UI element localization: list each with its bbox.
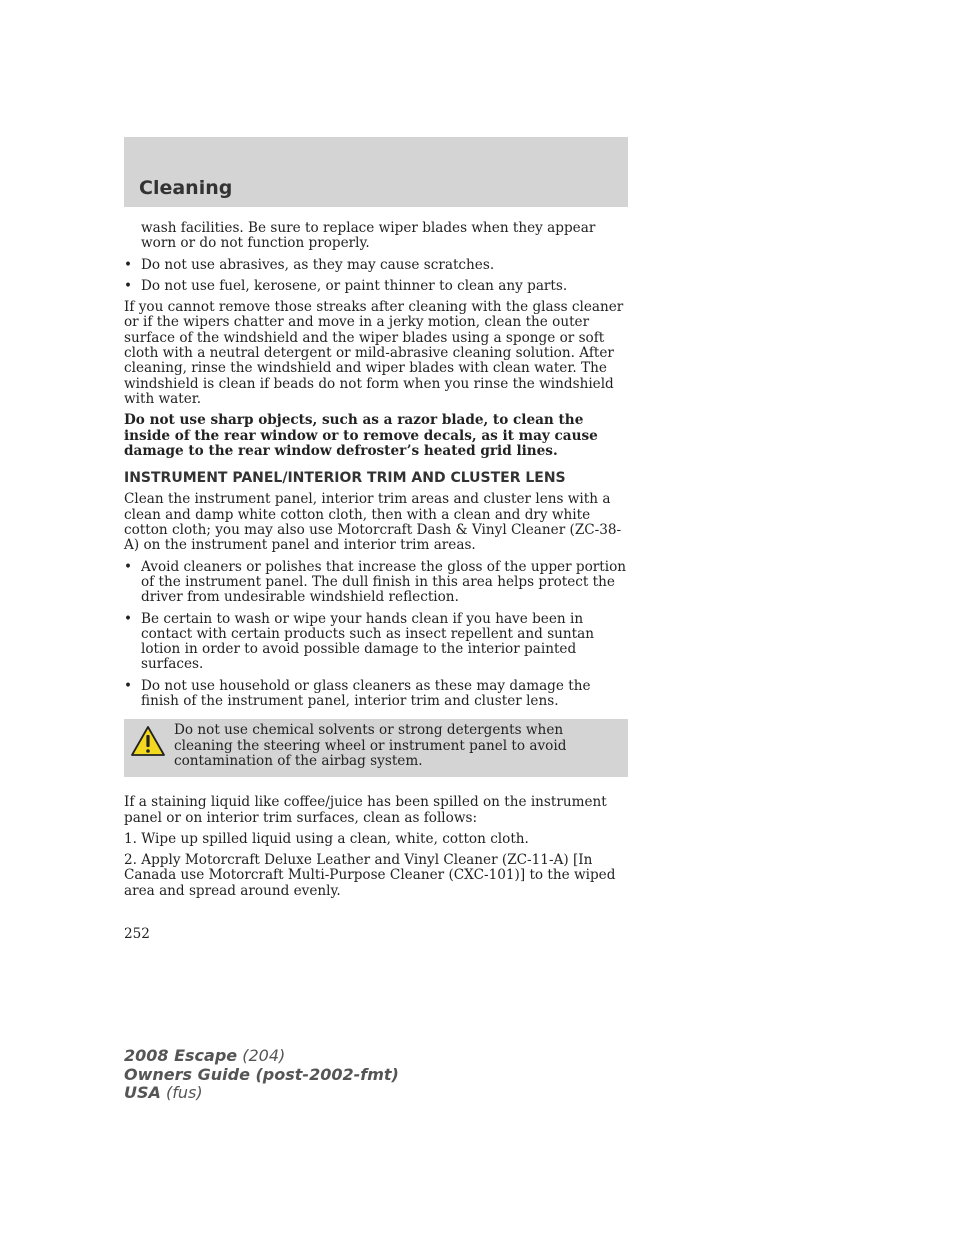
continued-paragraph: wash facilities. Be sure to replace wiper blades when they appear worn or do not function properly. [141,220,596,252]
footer-line-3: USA (fus) [124,1083,203,1102]
spill-paragraph: If a staining liquid like coffee/juice has been spilled on the instrument panel or on interior trim surfaces, clean as follows: [124,794,607,826]
bullet-icon: • [124,277,133,294]
footer-line-2: Owners Guide (post-2002-fmt) [124,1064,399,1084]
list-item: • Avoid cleaners or polishes that increase the gloss of the upper portion of the instrument panel. The dull finish in this area helps protect the driver from undesirable windshield reflection. [124,558,627,606]
step-2: 2. Apply Motorcraft Deluxe Leather and Vinyl Cleaner (ZC-11-A) [In Canada use Motorcraft Multi-Purpose Cleaner (CXC-101)] to the wiped area and spread around evenly. [124,852,616,899]
warning-triangle-icon [130,725,166,757]
step-1: 1. Wipe up spilled liquid using a clean, white, cotton cloth. [124,830,529,847]
footer-line-1: 2008 Escape (204) [124,1046,286,1065]
airbag-warning-box [124,719,628,777]
streaks-paragraph: If you cannot remove those streaks after cleaning with the glass cleaner or if the wipers chatter and move in a jerky motion, clean the outer surface of the windshield and the wiper blades using a sponge or soft cloth with a neutral detergent or mild-abrasive cleaning solution. After cleaning, rinse the windshield and wiper blades with clean water. The windshield is clean if beads do not form when you rinse the windshield with water. [124,299,624,407]
bullet-icon: • [124,558,133,575]
page-content [124,221,628,905]
document-footer [124,1047,399,1103]
instrument-panel-intro: Clean the instrument panel, interior trim areas and cluster lens with a clean and damp white cotton cloth, then with a clean and dry white cotton cloth; you may also use Motorcraft Dash & Vinyl Cleaner (ZC-38-A) on the instrument panel and interior trim areas. [124,491,622,554]
list-item: • Do not use abrasives, as they may cause scratches. [124,256,495,273]
list-item: • Do not use household or glass cleaners as these may damage the finish of the instrument panel, interior trim and cluster lens. [124,677,591,710]
warning-text: Do not use chemical solvents or strong detergents when cleaning the steering wheel or instrument panel to avoid contamination of the airbag system. [174,722,567,769]
rear-window-caution: Do not use sharp objects, such as a razor blade, to clean the inside of the rear window or to remove decals, as it may cause damage to the rear window defroster’s heated grid lines. [124,412,598,459]
list-item: • Be certain to wash or wipe your hands clean if you have been in contact with certain products such as insect repellent and suntan lotion in order to avoid possible damage to the interior painted surfaces. [124,610,595,673]
page-number: 252 [124,926,150,942]
bullet-icon: • [124,256,133,273]
section-title: Cleaning [139,177,233,199]
bullet-icon: • [124,610,133,627]
list-item: • Do not use fuel, kerosene, or paint thinner to clean any parts. [124,277,568,294]
section-header-band [124,137,628,207]
bullet-icon: • [124,677,133,694]
instrument-panel-heading: INSTRUMENT PANEL/INTERIOR TRIM AND CLUSTER LENS [124,470,566,487]
